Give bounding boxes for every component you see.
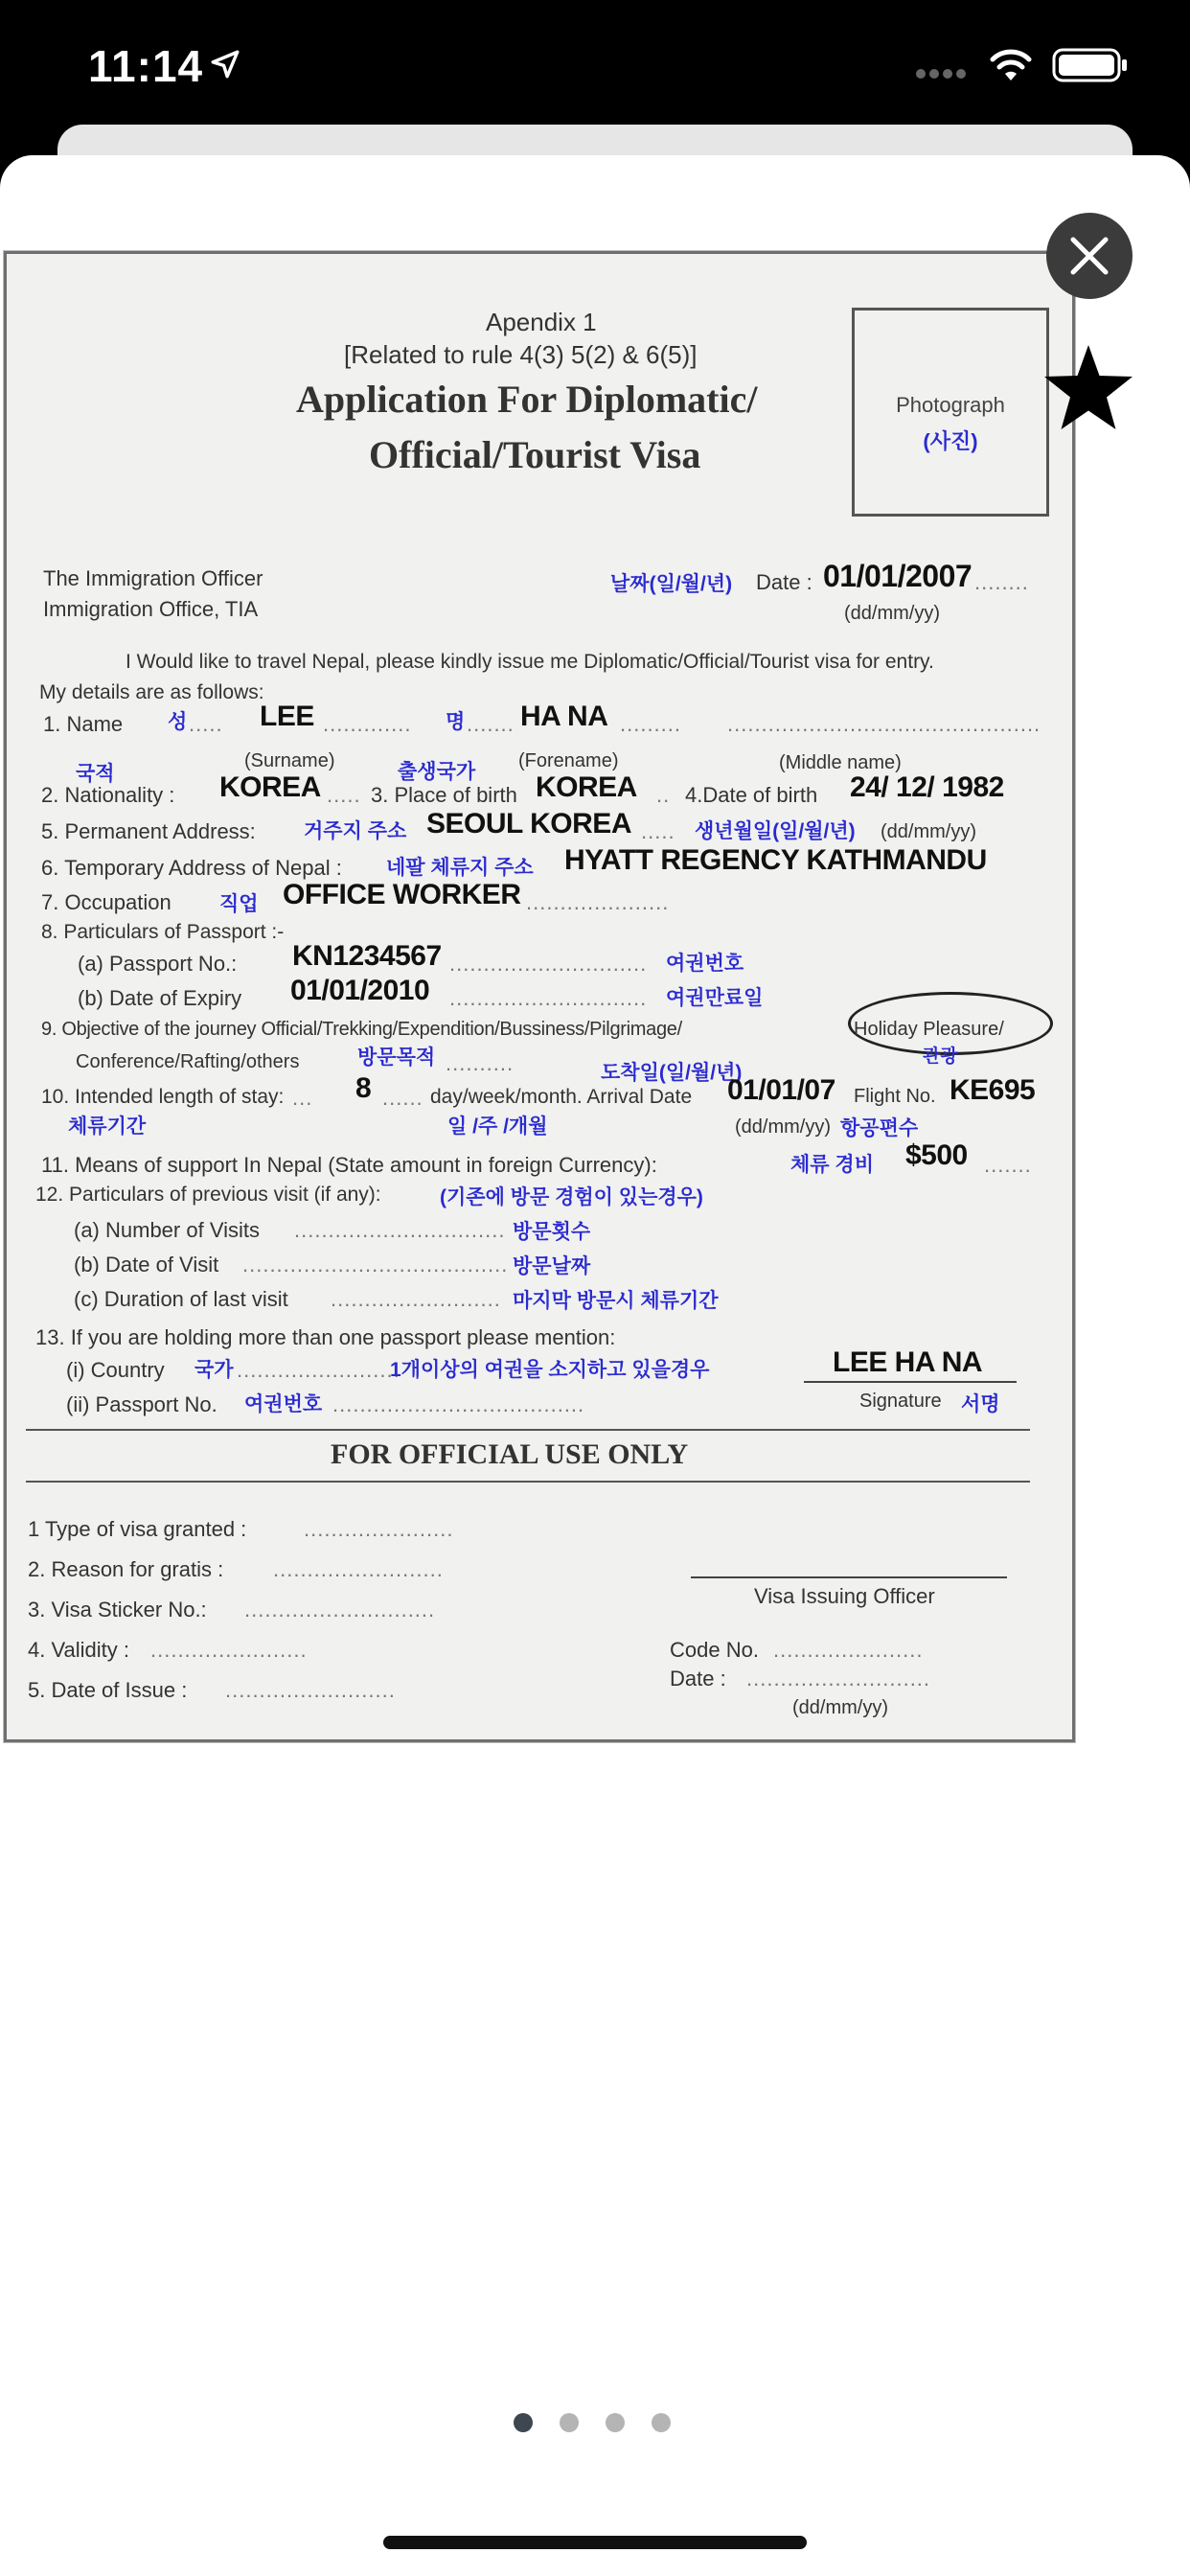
field-dob: 24/ 12/ 1982 (850, 771, 1004, 803)
doc-title-line2: Official/Tourist Visa (369, 433, 701, 476)
field-occupation: OFFICE WORKER (283, 879, 521, 910)
official-code-label: Code No. (670, 1638, 759, 1662)
field-visits-label: (a) Number of Visits (74, 1218, 260, 1242)
visa-issuing-officer: Visa Issuing Officer (754, 1584, 935, 1608)
field-multi-passport-label: 13. If you are holding more than one passport please mention: (35, 1325, 616, 1349)
objective-kr: 방문목적 (357, 1046, 436, 1069)
stay-kr: 체류기간 (68, 1116, 147, 1138)
sub-middle: (Middle name) (779, 752, 902, 773)
field-name-kr-surname: 성 (168, 711, 188, 733)
occupation-kr: 직업 (219, 893, 259, 915)
visits-kr: 방문횟수 (513, 1221, 591, 1243)
sub-forename: (Forename) (518, 750, 619, 771)
star-icon[interactable] (1042, 343, 1134, 431)
field-passport-no-label: (a) Passport No.: (78, 952, 238, 976)
stay-unit-kr: 일 /주 /개월 (447, 1116, 548, 1138)
arrival-kr: 도착일(일/월/년) (601, 1062, 743, 1084)
expiry-kr: 여권만료일 (666, 987, 764, 1009)
signature-kr: 서명 (961, 1393, 1000, 1415)
addressee-line1: The Immigration Officer (43, 566, 263, 590)
field-nationality-label: 2. Nationality : (41, 783, 175, 807)
official-issue-date: 5. Date of Issue : (28, 1678, 188, 1702)
cellular-signal-icon (916, 69, 966, 79)
country-kr: 국가 (195, 1359, 234, 1381)
nationality-kr: 국적 (76, 763, 115, 785)
field-temp-address-label: 6. Temporary Address of Nepal : (41, 856, 342, 880)
field-expiry: 01/01/2010 (290, 975, 430, 1006)
field-objective-label: 9. Objective of the journey Official/Trekking/Expendition/Bussiness/Pilgrimage/ (41, 1019, 682, 1040)
temp-address-kr: 네팔 체류지 주소 (386, 857, 534, 879)
field-birthplace-label: 3. Place of birth (371, 783, 517, 807)
permanent-address-kr: 거주지 주소 (304, 820, 407, 842)
previous-visit-kr: (기존에 방문 경험이 있는경우) (440, 1186, 703, 1208)
sub-surname: (Surname) (244, 750, 335, 771)
dob-format: (dd/mm/yy) (881, 821, 976, 842)
field-temp-address: HYATT REGENCY KATHMANDU (564, 844, 987, 876)
doc-title-line1: Application For Diplomatic/ (296, 378, 758, 421)
battery-icon (1052, 46, 1129, 84)
field-objective-selected: Holiday Pleasure/ (854, 1019, 1004, 1040)
field-dob-label: 4.Date of birth (685, 783, 818, 807)
field-flight-label: Flight No. (854, 1086, 936, 1107)
field-previous-visit-label: 12. Particulars of previous visit (if any): (35, 1184, 381, 1206)
dob-kr: 생년월일(일/월/년) (695, 820, 856, 842)
date-label: Date : (756, 570, 812, 594)
visit-date-kr: 방문날짜 (513, 1255, 591, 1277)
passport-no-kr: 여권번호 (666, 953, 744, 975)
field-stay: 8 (355, 1072, 372, 1104)
field-birthplace: KOREA (536, 771, 637, 803)
photograph-label-kr: (사진) (923, 429, 978, 453)
field-objective-line2: Conference/Rafting/others (76, 1051, 300, 1072)
field-passport-label: 8. Particulars of Passport :- (41, 921, 285, 943)
official-validity: 4. Validity : (28, 1638, 129, 1662)
page-dot-2[interactable] (560, 2413, 579, 2432)
photograph-box (852, 308, 1049, 517)
official-gratis: 2. Reason for gratis : (28, 1557, 224, 1581)
date-value: 01/01/2007 (823, 559, 973, 593)
status-bar (0, 0, 1190, 129)
field-expiry-label: (b) Date of Expiry (78, 986, 242, 1010)
doc-rule: [Related to rule 4(3) 5(2) & 6(5)] (344, 340, 698, 369)
field-stay-label: 10. Intended length of stay: (41, 1086, 285, 1108)
field-last-duration-label: (c) Duration of last visit (74, 1287, 288, 1311)
field-passport-no: KN1234567 (292, 940, 442, 972)
official-use-heading: FOR OFFICIAL USE ONLY (331, 1438, 689, 1470)
official-date-format: (dd/mm/yy) (792, 1697, 888, 1718)
home-indicator[interactable] (383, 2536, 807, 2549)
close-button[interactable] (1046, 213, 1133, 299)
field-name-kr-forename: 명 (446, 711, 466, 733)
photograph-label: Photograph (896, 393, 1005, 417)
close-icon (1067, 234, 1111, 278)
support-kr: 체류 경비 (790, 1154, 874, 1176)
location-arrow-icon (209, 48, 241, 80)
details-label: My details are as follows: (39, 681, 264, 703)
field-support-amount: $500 (905, 1139, 968, 1171)
official-visa-type: 1 Type of visa granted : (28, 1517, 247, 1541)
birthplace-kr: 출생국가 (398, 761, 476, 783)
field-arrival-date: 01/01/07 (727, 1074, 835, 1106)
official-sticker-no: 3. Visa Sticker No.: (28, 1598, 207, 1622)
field-stay-unit: day/week/month. Arrival Date (430, 1086, 693, 1108)
field-surname: LEE (260, 701, 314, 732)
second-passport-kr: 여권번호 (244, 1393, 323, 1415)
signature-label: Signature (859, 1391, 942, 1412)
visa-application-document[interactable]: Apendix 1 [Related to rule 4(3) 5(2) & 6(5)] Application For Diplomatic/ Official/Tourist Visa Photograph (사진) The Immigration Officer Immigration Office, TIA 날짜(일/월/년) Date : 01/01/2007 ........ (dd/mm/yy) I Would like to travel Nepal, please kindly issue me Diplomatic/Official/Tourist visa for entry. My details are as follows: 1. Name 성 ..... LEE ............. 명 ....... HA NA ......... .............................................. (Surname) (Forename) (Middle name) 국적 출생국가 2. Nationality : KOREA ..... 3. Place of birth KOREA .. 4.Date of birth 24/ 12/ 1982 5. Permanent Address: 거주지 주소 SEOUL KOREA ..... 생년월일(일/월/년) (dd/mm/yy) 6. Temporary Address of Nepal : 네팔 체류지 주소 HYATT REGENCY KATHMANDU 7. Occupation 직업 OFFICE WORKER ..................... 8. Particulars of Passport :- (a) Passport No.: KN1234567 ............................. 여권번호 (b) Date of Expiry 01/01/2010 ............................. 여권만료일 9. Objective of the journey Official/Trekking/Expendition/Bussiness/Pilgrimage/ Holiday Pleasure/ 관광 Conference/Rafting/others 방문목적 .......... 도착일(일/월/년) 10. Intended length of stay: ... 8 ...... day/week/month. Arrival Date 01/01/07 Flight No. KE695 체류기간 일 /주 /개월 (dd/mm/yy) 항공편수 11. Means of support In Nepal (State amount in foreign Currency): 체류 경비 $500 ....... 12. Particulars of previous visit (if any): (기존에 방문 경험이 있는경우) (a) Number of Visits ............................... 방문횟수 (b) Date of Visit ....................................... 방문날짜 (c) Duration of last visit ......................... 마지막 방문시 체류기간 13. If you are holding more than one passport please mention: (i) Country 국가 ........................ 1개이상의 여권을 소지하고 있을경우 (ii) Passport No. 여권번호 ..................................... LEE HA NA Signature 서명 FOR OFFICIAL USE ONLY 1 Type of visa granted : ...................... 2. Reason for gratis : ......................... 3. Visa Sticker No.: ............................ 4. Validity : ....................... 5. Date of Issue : ......................... Visa Issuing Officer Code No. ...................... Date : ........................... (dd/mm/yy) (4, 251, 1075, 1742)
page-dot-3[interactable] (606, 2413, 625, 2432)
page-dot-4[interactable] (652, 2413, 671, 2432)
field-country-label: (i) Country (66, 1358, 165, 1382)
date-format: (dd/mm/yy) (844, 603, 940, 624)
intro-text: I Would like to travel Nepal, please kindly issue me Diplomatic/Official/Tourist visa for entry. (126, 651, 934, 673)
official-date-label: Date : (670, 1667, 726, 1690)
page-dot-1[interactable] (514, 2413, 533, 2432)
wifi-icon (987, 46, 1035, 84)
field-support-label: 11. Means of support In Nepal (State amount in foreign Currency): (41, 1153, 657, 1177)
arrival-format: (dd/mm/yy) (735, 1116, 831, 1138)
page-indicator[interactable] (514, 2413, 671, 2432)
field-permanent-address: SEOUL KOREA (426, 808, 631, 840)
field-permanent-address-label: 5. Permanent Address: (41, 819, 256, 843)
date-kr: 날짜(일/월/년) (610, 573, 733, 595)
field-name-label: 1. Name (43, 712, 124, 736)
last-duration-kr: 마지막 방문시 체류기간 (513, 1290, 719, 1312)
field-nationality: KOREA (219, 771, 321, 803)
field-forename: HA NA (520, 701, 608, 732)
status-time: 11:14 (88, 41, 204, 91)
field-second-passport-label: (ii) Passport No. (66, 1392, 217, 1416)
multi-passport-kr: 1개이상의 여권을 소지하고 있을경우 (390, 1359, 710, 1381)
field-occupation-label: 7. Occupation (41, 890, 172, 914)
doc-appendix: Apendix 1 (486, 308, 597, 336)
objective-kr-tourism: 관광 (923, 1046, 958, 1067)
flight-kr: 항공편수 (840, 1117, 919, 1139)
field-visit-date-label: (b) Date of Visit (74, 1253, 219, 1276)
signature-value: LEE HA NA (833, 1346, 983, 1378)
field-flight: KE695 (950, 1074, 1036, 1106)
addressee-line2: Immigration Office, TIA (43, 597, 259, 621)
